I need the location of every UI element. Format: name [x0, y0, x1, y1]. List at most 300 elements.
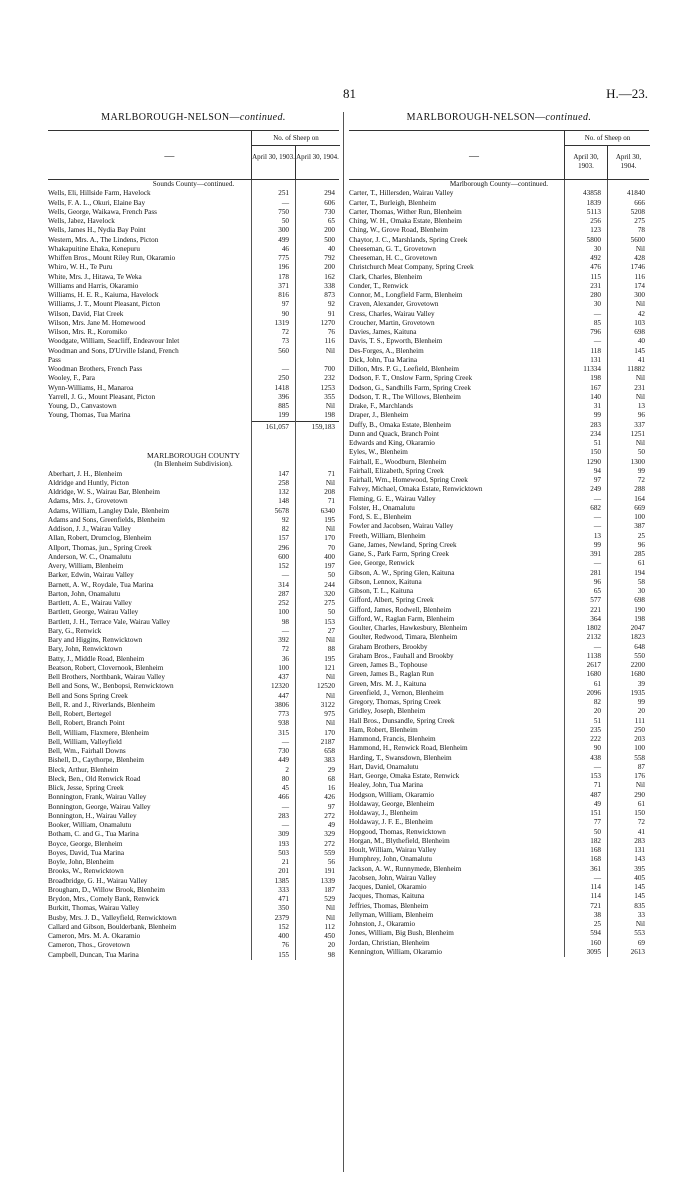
table-row — [349, 430, 649, 439]
owner-name: Jellyman, William, Blenheim — [349, 910, 434, 919]
sheep-1903: 160 — [590, 938, 601, 947]
sheep-1904: 6340 — [320, 506, 335, 515]
sheep-1903: 471 — [278, 895, 289, 903]
owner-name: Connor, M., Longfield Farm, Blenheim — [349, 291, 463, 299]
sheep-1904: 658 — [324, 747, 335, 755]
owner-name: Fairhall, Wm., Homewood, Spring Creek — [349, 476, 468, 484]
owner-name: Woodgate, William, Seacliff, Endeavour Inlet — [48, 337, 180, 346]
owner-name: Young, D., Canvastown — [48, 402, 117, 410]
owner-name: Woodman and Sons, D'Urville Island, French — [48, 346, 179, 355]
sheep-1903: 73 — [281, 337, 289, 346]
right-column — [349, 110, 649, 1180]
sheep-1903: 151 — [590, 809, 601, 817]
column-rule — [295, 180, 296, 960]
owner-name: Hammond, H., Renwick Road, Blenheim — [349, 744, 468, 753]
sheep-1903: 199 — [278, 411, 289, 420]
sheep-1903: 198 — [590, 374, 601, 383]
sheep-1904: 69 — [637, 938, 645, 947]
sheep-1904: 50 — [327, 608, 335, 617]
sheep-1903: 96 — [593, 577, 601, 586]
sheep-1903: 51 — [593, 439, 601, 447]
sheep-1904: Nil — [635, 300, 645, 309]
sheep-1904: 145 — [634, 346, 645, 355]
owner-name: Wynn-Williams, H., Manaroa — [48, 383, 134, 392]
sheep-1903: 503 — [278, 848, 289, 857]
owner-name: Carter, T., Hillersden, Wairau Valley — [349, 189, 454, 198]
sheep-1904: 58 — [637, 577, 645, 586]
sheep-1903: 371 — [278, 281, 289, 290]
sheep-1903: 499 — [278, 235, 289, 244]
sheep-1903: 196 — [278, 263, 289, 272]
sheep-1904: 116 — [324, 337, 335, 346]
table-row — [349, 310, 649, 319]
owner-name: Goulter, Charles, Hawkesbury, Blenheim — [349, 624, 468, 632]
table-row — [349, 226, 649, 235]
owner-name: Ham, Robert, Blenheim — [349, 725, 418, 734]
sheep-1903: 283 — [590, 420, 601, 429]
sheep-1904: 2613 — [630, 947, 645, 956]
owner-name: Barton, John, Onamalutu — [48, 589, 121, 598]
owner-name: Wilson, Mrs. R., Koromiko — [48, 328, 127, 336]
sheep-1903: — — [593, 309, 601, 318]
sheep-1903: — — [281, 821, 289, 829]
sheep-1903: 560 — [278, 346, 289, 355]
table-row — [349, 384, 649, 393]
sheep-1903: 796 — [590, 328, 601, 336]
table-row — [349, 337, 649, 346]
owner-name: Gee, George, Renwick — [349, 559, 415, 568]
owner-name: Barker, Edwin, Wairau Valley — [48, 571, 134, 580]
sheep-1903: 447 — [278, 691, 289, 700]
owner-name: Avery, William, Blenheim — [48, 562, 124, 570]
sheep-1904: 61 — [637, 799, 645, 808]
table-row — [349, 263, 649, 272]
sheep-1904: 426 — [324, 793, 335, 802]
owner-name: Aberhart, J. H., Blenheim — [48, 469, 123, 478]
sheep-1903: 31 — [593, 402, 601, 410]
owner-name: Brydon, Mrs., Comely Bank, Renwick — [48, 895, 159, 903]
sheep-1904: 65 — [327, 217, 335, 225]
column-rule — [564, 180, 565, 957]
table-row — [349, 402, 649, 411]
table-row — [349, 578, 649, 587]
sheep-1903: 38 — [593, 910, 601, 919]
sheep-1903: 147 — [278, 469, 289, 478]
table-row — [349, 698, 649, 707]
table-row — [349, 689, 649, 698]
owner-name: Bell, Robert, Bertegel — [48, 710, 112, 718]
left-table-header — [48, 130, 339, 180]
table-row — [349, 236, 649, 245]
table-row — [349, 532, 649, 541]
sheep-1904: 5600 — [630, 235, 645, 244]
sheep-1903: — — [593, 494, 601, 503]
owner-name: Holdaway, J., Blenheim — [349, 809, 418, 817]
name-column-dash: — — [469, 151, 479, 162]
document-code: H.—23. — [606, 86, 648, 101]
sheep-1904: 96 — [637, 411, 645, 420]
sheep-1904: 103 — [634, 318, 645, 327]
sheep-1904: 12520 — [317, 682, 335, 691]
year-1903-header: April 30, 1903. — [251, 145, 295, 179]
owner-name: Christchurch Meat Company, Spring Creek — [349, 263, 474, 272]
owner-name: Gifford, James, Rodwell, Blenheim — [349, 605, 452, 614]
sheep-1904: 170 — [324, 534, 335, 543]
sheep-1904: Nil — [325, 691, 335, 700]
sheep-1904: 41840 — [627, 189, 645, 198]
sheep-1903: 50 — [593, 827, 601, 836]
sheep-1903: 333 — [278, 885, 289, 894]
sheep-1904: 116 — [634, 272, 645, 281]
table-row — [349, 800, 649, 809]
sheep-1903: 235 — [590, 725, 601, 734]
sheep-1903: — — [593, 873, 601, 882]
owner-name: Burkitt, Thomas, Wairau Valley — [48, 904, 140, 913]
sheep-1904: 162 — [324, 272, 335, 281]
sheep-1903: 449 — [278, 756, 289, 765]
owner-name: Fowler and Jacobsen, Wairau Valley — [349, 522, 454, 531]
sheep-1904: 25 — [637, 531, 645, 540]
sheep-1903: — — [593, 642, 601, 651]
owner-name: Chaytor, J. C., Marshlands, Spring Creek — [349, 235, 468, 244]
sheep-1904: 232 — [324, 374, 335, 383]
owner-name: Croucher, Martin, Grovetown — [349, 318, 435, 327]
table-row — [349, 615, 649, 624]
table-row — [349, 883, 649, 892]
owner-name: Jackson, A. W., Runnymede, Blenheim — [349, 864, 462, 873]
sheep-1904: 198 — [324, 411, 335, 420]
table-row — [349, 633, 649, 642]
sheep-1903: 82 — [593, 698, 601, 706]
table-row — [349, 495, 649, 504]
sheep-1904: 5208 — [630, 207, 645, 216]
owner-name: Bell, William, Valleyfield — [48, 737, 122, 746]
year-1904-header: April 30, 1904. — [607, 145, 649, 179]
sheep-1904: 87 — [637, 762, 645, 771]
owner-name: Broadbridge, G. H., Wairau Valley — [48, 876, 148, 885]
sheep-1904: 194 — [634, 568, 645, 577]
sheep-1904: 288 — [634, 485, 645, 494]
table-row — [349, 707, 649, 716]
column-rule — [607, 180, 608, 957]
owner-name: Graham Brothers, Brookby — [349, 642, 428, 651]
table-row — [349, 652, 649, 661]
sheep-1904: 500 — [324, 235, 335, 244]
owner-name: Duffy, B., Omaka Estate, Blenheim — [349, 420, 451, 429]
owner-name: Gregory, Thomas, Spring Creek — [349, 698, 441, 706]
sheep-1904: 1746 — [630, 263, 645, 272]
table-row — [349, 550, 649, 559]
sheep-1903: 5113 — [586, 207, 601, 216]
owner-name: Horgan, M., Blythefield, Blenheim — [349, 836, 450, 845]
sheep-1904: 730 — [324, 207, 335, 216]
sheep-1904: 16 — [327, 784, 335, 792]
table-row — [349, 837, 649, 846]
sheep-1904: 98 — [327, 950, 335, 959]
sheep-1904: 78 — [637, 226, 645, 235]
left-table-body — [48, 180, 339, 960]
owner-name: Bonnington, Frank, Wairau Valley — [48, 793, 147, 802]
sheep-1903: 577 — [590, 596, 601, 605]
column-rule — [251, 180, 252, 960]
sheep-1904: Nil — [325, 346, 335, 355]
sheep-1904: 606 — [324, 198, 335, 207]
sheep-1903: 682 — [590, 503, 601, 512]
sheep-1904: 49 — [327, 821, 335, 829]
owner-name: Allport, Thomas, jun., Spring Creek — [48, 543, 152, 552]
sheep-1904: 191 — [324, 867, 335, 876]
sheep-1903: 234 — [590, 429, 601, 438]
sheep-1903: 167 — [590, 383, 601, 392]
sheep-1903: 51 — [593, 716, 601, 725]
sheep-1903: 178 — [278, 272, 289, 281]
owner-name: Bonnington, H., Wairau Valley — [48, 811, 137, 820]
page-number: 81 — [343, 86, 356, 101]
sheep-1903: 123 — [590, 226, 601, 235]
owner-name: Davis, T. S., Epworth, Blenheim — [349, 337, 443, 346]
sheep-1904: 61 — [637, 559, 645, 568]
sheep-1903: 1138 — [586, 651, 601, 660]
table-row — [349, 818, 649, 827]
table-row — [349, 374, 649, 383]
owner-name: Brougham, D., Willow Brook, Blenheim — [48, 885, 165, 894]
owner-name: Jacques, Thomas, Kaituna — [349, 892, 425, 901]
sheep-1904: 145 — [634, 892, 645, 901]
owner-name: Whiro, W. H., Te Puru — [48, 263, 113, 272]
owner-name: Carter, T., Burleigh, Blenheim — [349, 198, 437, 207]
sheep-1904: 558 — [634, 753, 645, 762]
sheep-1904: 50 — [637, 448, 645, 457]
sheep-1903: 1418 — [274, 383, 289, 392]
sheep-1903: 80 — [281, 774, 289, 783]
owner-name: Bell, William, Flaxmere, Blenheim — [48, 728, 149, 737]
table-row — [349, 828, 649, 837]
sheep-1904: 91 — [327, 309, 335, 318]
sheep-1903: 250 — [278, 374, 289, 383]
sheep-1903: 157 — [278, 534, 289, 543]
sheep-1904: Nil — [635, 920, 645, 928]
sheep-1903: 296 — [278, 543, 289, 552]
sheep-1904: 27 — [327, 626, 335, 635]
sheep-1904: 835 — [634, 901, 645, 910]
owner-name: Bell Brothers, Northbank, Wairau Valley — [48, 673, 165, 681]
right-title-main: MARLBOROUGH-NELSON— — [406, 112, 546, 123]
sheep-1904: 145 — [634, 883, 645, 891]
sheep-1904: 20 — [637, 707, 645, 716]
table-row — [349, 347, 649, 356]
sheep-1903: 114 — [590, 883, 601, 891]
sheep-1903: 492 — [590, 254, 601, 262]
sheep-1904: 1251 — [630, 429, 645, 438]
table-row — [349, 809, 649, 818]
table-row — [349, 254, 649, 263]
table-row — [349, 559, 649, 568]
owner-name: Williams, J. T., Mount Pleasant, Picton — [48, 300, 161, 309]
sheep-1904: Nil — [325, 525, 335, 533]
sheep-1903: 168 — [590, 855, 601, 864]
owner-name: Yarrell, J. G., Mount Pleasant, Picton — [48, 392, 156, 401]
sheep-1904: 121 — [324, 663, 335, 672]
sheep-1903: — — [281, 365, 289, 373]
table-row — [349, 670, 649, 679]
sheep-1903: 45 — [281, 784, 289, 792]
table-row — [349, 781, 649, 790]
sheep-1903: 231 — [590, 281, 601, 290]
sheep-1904: 2200 — [630, 661, 645, 669]
owner-name: Aldridge, W. S., Wairau Bar, Blenheim — [48, 488, 160, 496]
owner-name: Edwards and King, Okaramio — [349, 439, 435, 447]
sheep-1904: 395 — [634, 864, 645, 873]
sheep-1903: 315 — [278, 728, 289, 737]
sheep-1903: 438 — [590, 753, 601, 762]
sheep-count-header: No. of Sheep on — [564, 131, 650, 146]
owner-name: Wells, George, Waikawa, French Pass — [48, 207, 157, 216]
owner-name: Bell and Sons Spring Creek — [48, 691, 128, 700]
sheep-1903: 161,057 — [265, 422, 289, 431]
sheep-1903: 114 — [590, 892, 601, 901]
table-row — [349, 874, 649, 883]
sheep-1903: 72 — [281, 645, 289, 654]
table-row — [349, 199, 649, 208]
name-column-dash: — — [164, 151, 175, 162]
sheep-1904: 112 — [324, 922, 335, 931]
sheep-1903: 2 — [285, 765, 289, 774]
table-row — [349, 504, 649, 513]
sheep-1903: 392 — [278, 636, 289, 644]
owner-name: Adams, William, Langley Dale, Blenheim — [48, 506, 170, 515]
owner-name: Ching, W., Grove Road, Blenheim — [349, 226, 449, 235]
sheep-1903: 3806 — [274, 700, 289, 709]
sheep-1903: — — [281, 802, 289, 811]
sheep-1903: 750 — [278, 207, 289, 216]
sheep-1904: 300 — [634, 291, 645, 299]
sheep-1903: 249 — [590, 485, 601, 494]
table-row — [349, 846, 649, 855]
sheep-1903: 400 — [278, 932, 289, 940]
sheep-1904: 405 — [634, 873, 645, 882]
sheep-1903: 99 — [593, 411, 601, 420]
sheep-1904: Nil — [635, 244, 645, 253]
sheep-1903: 287 — [278, 589, 289, 598]
sheep-1903: 97 — [281, 300, 289, 309]
sheep-1903: 600 — [278, 552, 289, 561]
sheep-1903: 361 — [590, 864, 601, 873]
sheep-1904: 100 — [634, 744, 645, 753]
owner-name: Hoult, William, Wairau Valley — [349, 846, 437, 854]
owner-name: Williams, H. E. R., Kaiuma, Havelock — [48, 291, 159, 299]
sheep-1903: — — [593, 559, 601, 568]
sheep-1903: — — [281, 571, 289, 580]
owner-name: Allan, Robert, Drumclog, Blenheim — [48, 534, 152, 543]
owner-name: Des-Forges, A., Blenheim — [349, 346, 424, 355]
sheep-1903: — — [281, 737, 289, 746]
sheep-1903: 193 — [278, 839, 289, 848]
owner-name: Addison, J. J., Wairau Valley — [48, 525, 132, 533]
owner-name: Wells, F. A. L., Okuri, Elaine Bay — [48, 198, 146, 207]
owner-name: Drake, F., Marchlands — [349, 402, 413, 410]
sheep-1903: 150 — [590, 448, 601, 457]
sheep-1903: 21 — [281, 858, 289, 866]
sheep-1903: 155 — [278, 950, 289, 959]
sheep-1903: 182 — [590, 836, 601, 845]
sheep-1904: 283 — [634, 836, 645, 845]
sheep-1904: 231 — [634, 383, 645, 392]
sheep-1904: 41 — [637, 355, 645, 364]
sheep-1904: 792 — [324, 254, 335, 262]
owner-name: Wilson, Mrs. Jane M. Homewood — [48, 318, 146, 327]
sheep-1904: 450 — [324, 932, 335, 940]
sheep-1904: Nil — [325, 402, 335, 410]
sheep-1904: 153 — [324, 617, 335, 626]
sheep-1903: 252 — [278, 599, 289, 607]
sheep-1903: 466 — [278, 793, 289, 802]
sheep-1904: 387 — [634, 522, 645, 531]
sheep-1903: 90 — [281, 309, 289, 318]
table-row — [349, 458, 649, 467]
sheep-1904: 2187 — [320, 737, 335, 746]
sheep-1903: 76 — [281, 941, 289, 950]
owner-name: Folster, H., Onamalutu — [349, 503, 415, 512]
owner-name: Bell, R. and J., Riverlands, Blenheim — [48, 700, 156, 709]
left-title-main: MARLBOROUGH-NELSON— — [101, 112, 240, 123]
sheep-1903: 309 — [278, 830, 289, 839]
table-row — [349, 717, 649, 726]
table-row — [349, 365, 649, 374]
sheep-1904: 11882 — [627, 365, 645, 373]
sheep-1903: 396 — [278, 392, 289, 401]
owner-name: Craven, Alexander, Grovetown — [349, 300, 439, 309]
sheep-1903: 97 — [593, 476, 601, 484]
sheep-1904: 383 — [324, 756, 335, 765]
owner-name: Fairhall, E., Woodburn, Blenheim — [349, 457, 447, 466]
owner-name: Pass — [48, 355, 61, 364]
sheep-1904: 400 — [324, 552, 335, 561]
sheep-1904: 1935 — [630, 688, 645, 697]
sheep-1903: — — [593, 522, 601, 531]
section-title: Marlborough County—continued. — [449, 180, 549, 188]
sheep-1904: 1823 — [630, 633, 645, 642]
sheep-1903: 1802 — [586, 624, 601, 632]
sheep-1904: 275 — [634, 217, 645, 225]
owner-name: Bleck, Arthur, Blenheim — [48, 765, 119, 774]
left-column — [48, 110, 339, 1180]
sheep-1904: 39 — [637, 679, 645, 688]
sheep-1904: 320 — [324, 589, 335, 598]
sheep-1904: 195 — [324, 515, 335, 524]
sheep-1904: 337 — [634, 420, 645, 429]
table-row — [349, 513, 649, 522]
sheep-1904: 666 — [634, 198, 645, 207]
sheep-1904: 100 — [634, 513, 645, 521]
sheep-1903: 132 — [278, 488, 289, 496]
sheep-1904: 698 — [634, 328, 645, 336]
sheep-1903: 152 — [278, 922, 289, 931]
sheep-1903: 258 — [278, 478, 289, 487]
owner-name: Boyle, John, Blenheim — [48, 858, 114, 866]
table-row — [349, 772, 649, 781]
sheep-1903: 364 — [590, 614, 601, 623]
owner-name: Cress, Charles, Wairau Valley — [349, 309, 435, 318]
sheep-1904: 873 — [324, 291, 335, 299]
table-row — [349, 245, 649, 254]
sheep-1904: 92 — [327, 300, 335, 309]
owner-name: Clark, Charles, Blenheim — [349, 272, 423, 281]
right-table-body — [349, 180, 649, 957]
sheep-1903: 30 — [593, 244, 601, 253]
table-row — [349, 319, 649, 328]
owner-name: Bary, John, Renwicktown — [48, 645, 123, 654]
section-title: MARLBOROUGH COUNTY — [146, 451, 241, 460]
